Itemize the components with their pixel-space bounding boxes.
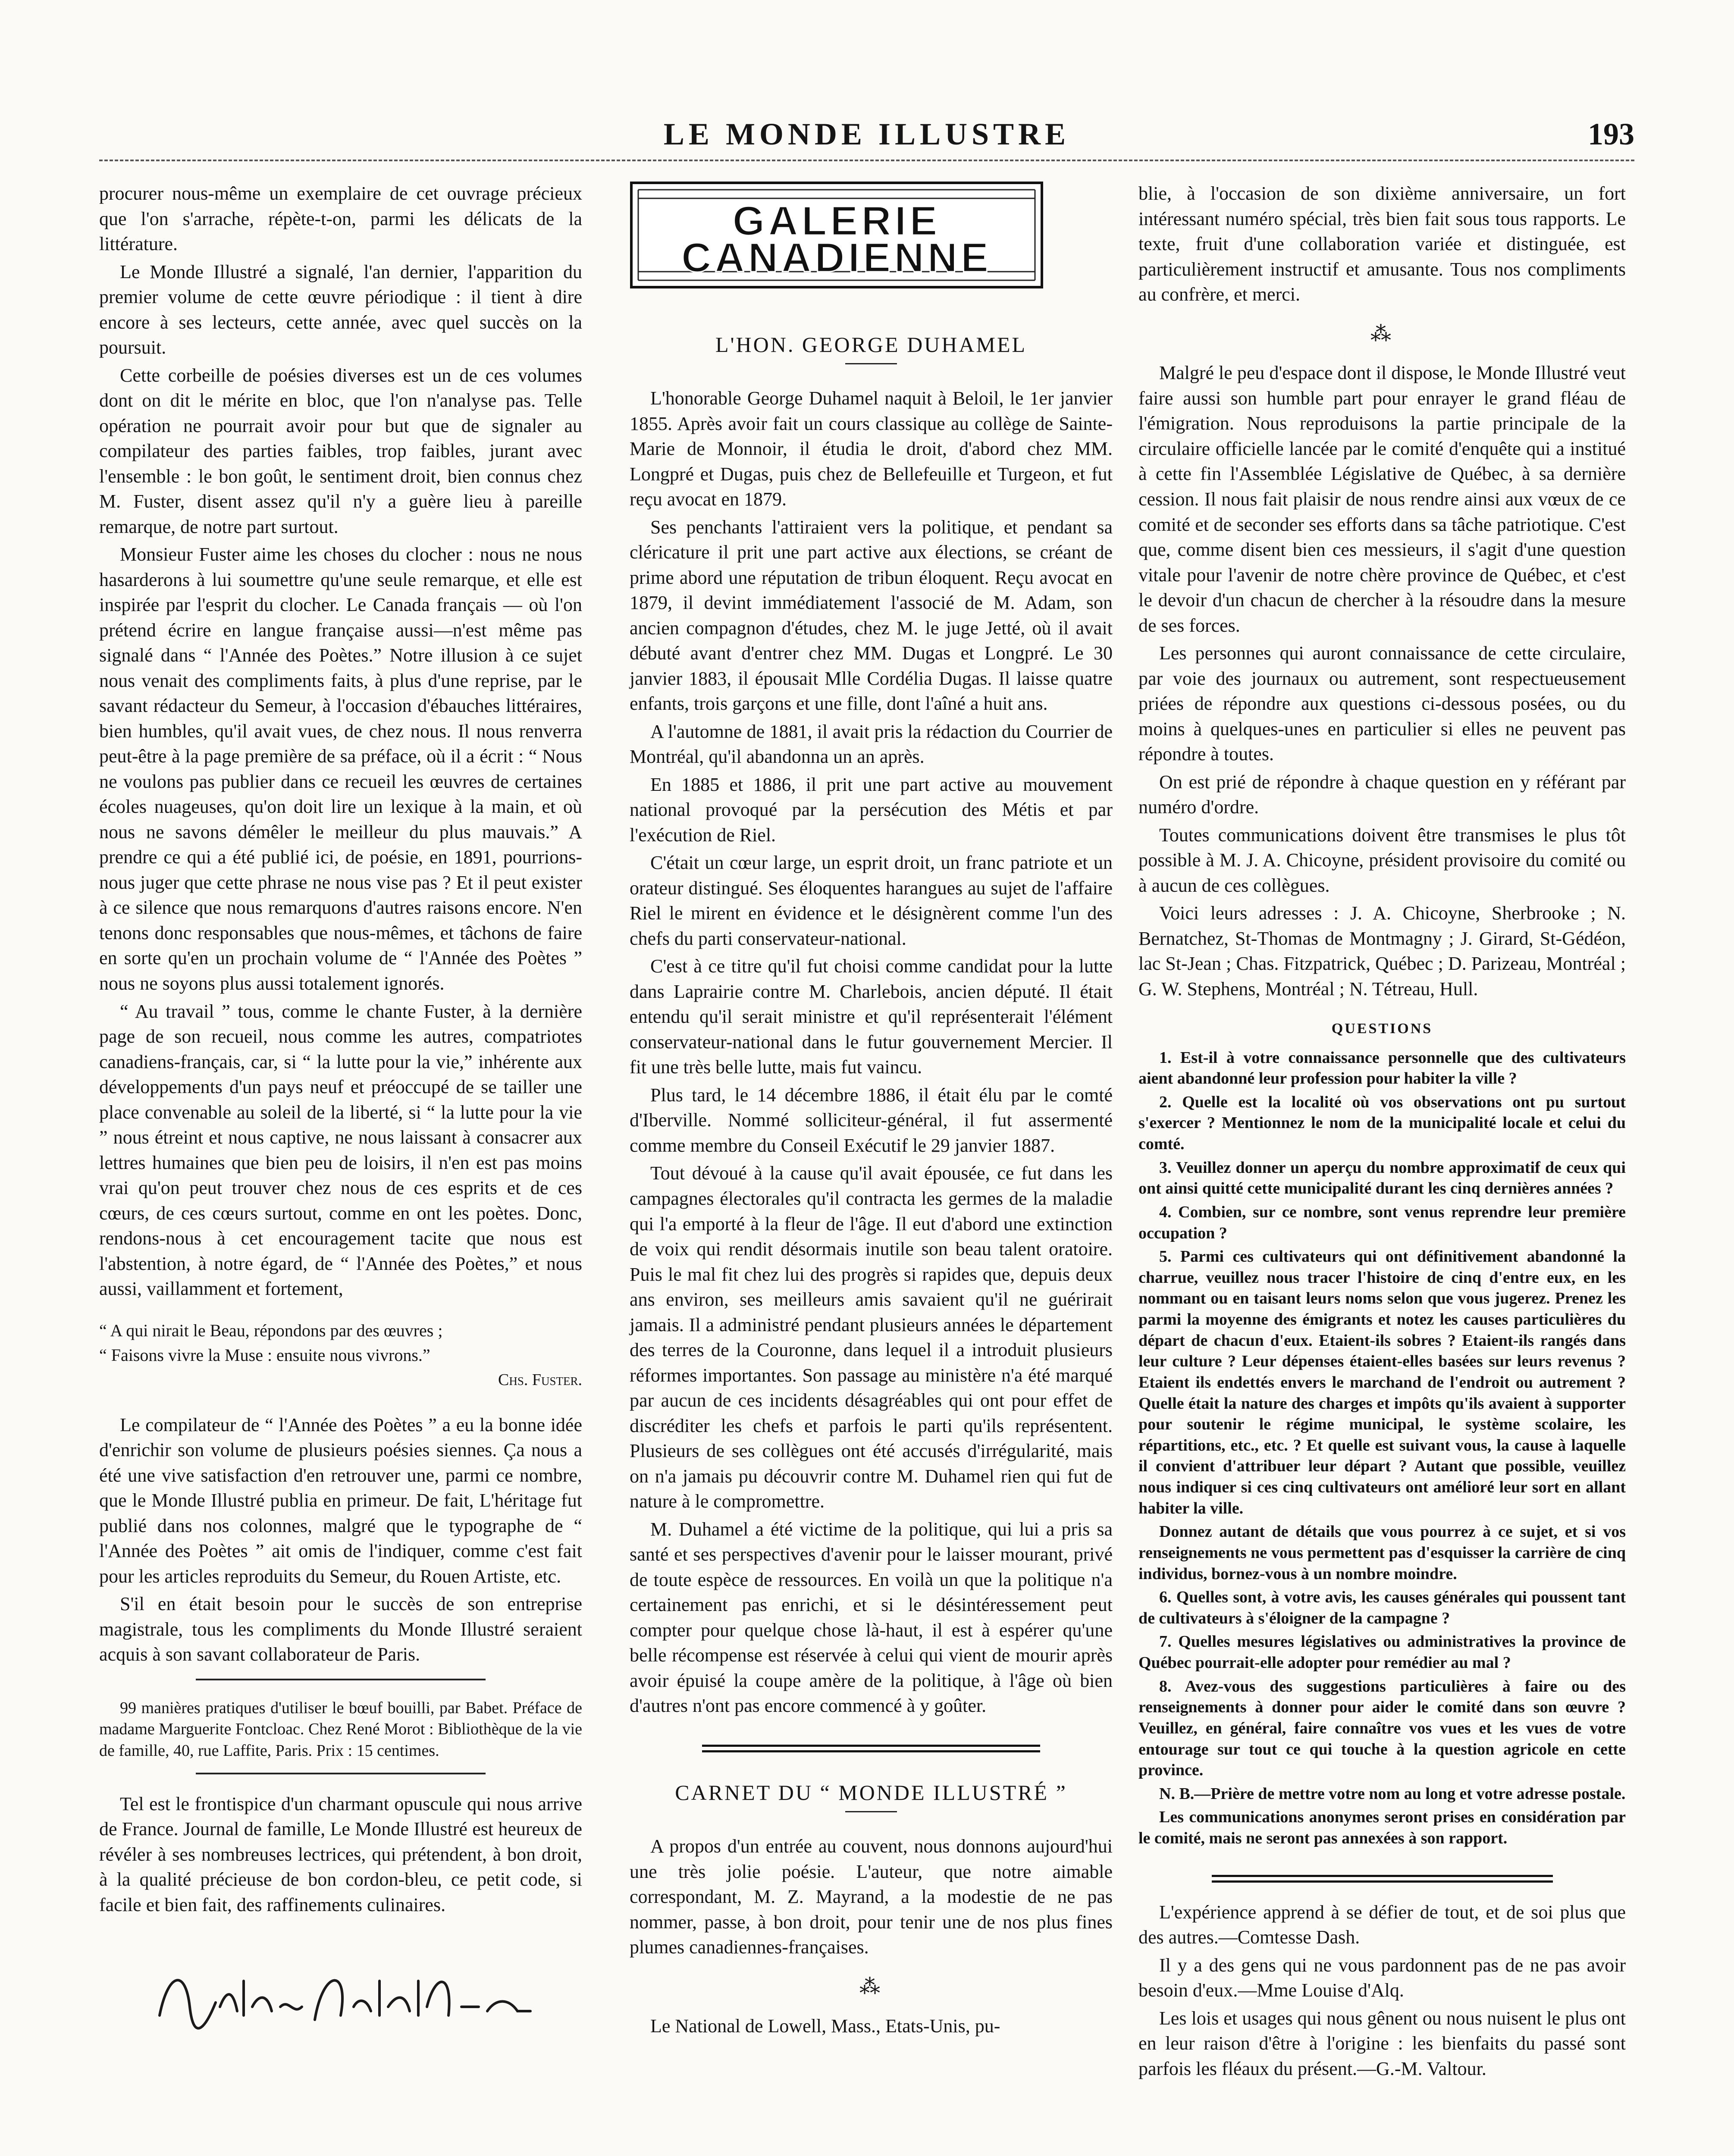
- book-note: 99 manières pratiques d'utiliser le bœuf bouilli, par Babet. Préface de madame Marguerite Fontcloac. Chez René Morot : Bibliothèque de la vie de famille, 40, rue Laffite, Paris. Prix : 15 centimes.: [99, 1698, 582, 1760]
- headline-rule: [845, 1811, 897, 1812]
- quotation: Les lois et usages qui nous gênent ou nous nuisent le plus ont en leur raison d'être à l'origine : les bienfaits du passé sont parfois les fléaux du présent.—G.-M. Valtour.: [1138, 2007, 1626, 2079]
- masthead-title: LE MONDE ILLUSTRE: [663, 117, 1070, 151]
- question-item: 5. Parmi ces cultivateurs qui ont définitivement abandonné la charrue, veuillez nous tracer l'histoire de cinq d'entre eux, en les nommant ou en taisant leurs noms selon que vous jugerez. Prenez les parmi la moyenne des émigrants et notez les causes particulières du départ de chacun d'eux. Etaient-ils sobres ? Etaient-ils rangés dans leur culture ? Leur dépenses étaient-elles basées sur leurs revenus ? Etaient ils endettés envers le marchand de l'endroit ou autrement ? Quelle était la nature des charges et impôts qu'ils avaient à supporter pour soutenir le régime municipal, le système scolaire, les répartitions, etc., etc. ? Et quelle est suivant vous, la cause à laquelle il convient d'attribuer leur départ ? Autant que possible, veuillez nous indiquer si ces cinq cultivateurs ont amélioré leur sort en allant habiter la ville.: [1138, 1247, 1626, 1517]
- asterism: ⁂: [1370, 322, 1394, 345]
- question-item: 3. Veuillez donner un aperçu du nombre approximatif de ceux qui ont ainsi quitté cette municipalité durant les cinq dernières années ?: [1138, 1158, 1626, 1198]
- carnet-title: CARNET DU “ MONDE ILLUSTRÉ ”: [675, 1780, 1067, 1805]
- column-3: [1138, 181, 1626, 2084]
- paragraph: Le Monde Illustré a signalé, l'an dernier, l'apparition du premier volume de cette œuvre périodique : il tient à dire encore à ses lecteurs, cette année, avec quel succès on la poursuit.: [99, 261, 582, 358]
- paragraph: Monsieur Fuster aime les choses du clocher : nous ne nous hasarderons à lui soumettre qu'une seule remarque, et elle est inspirée par l'esprit du clocher. Le Canada français — où l'on prétend écrire en langue française aussi—n'est même pas signalé dans “ l'Année des Poètes.” Notre illusion à ce sujet nous venait des compliments faits, à plus d'une reprise, par le savant rédacteur du Semeur, à l'occasion d'ébauches littéraires, bien humbles, qu'il avait vues, de chez nous. Il nous renverra peut-être à la page première de sa préface, où il a écrit : “ Nous ne voulons pas publier dans ce recueil les œuvres de certaines écoles nuageuses, qu'on doit lire un lexique à la main, et où nous ne savons démêler le meilleur du plus mauvais.” A prendre ce qui a été publié ici, de poésie, en 1891, pourrions-nous juger que cette phrase ne nous vise pas ? Et il peut exister à ce silence que nous remarquons d'autres raisons encore. N'en tenons donc responsables que nous-mêmes, et tâchons de faire en sorte qu'en un prochain volume de “ l'Année des Poètes ” nous ne soyons plus aussi totalement ignorés.: [99, 544, 582, 994]
- paragraph: procurer nous-même un exemplaire de cet ouvrage précieux que l'on s'arrache, répète-t-on, parmi les délicats de la littérature.: [99, 183, 582, 255]
- paragraph: “ Au travail ” tous, comme le chante Fuster, à la dernière page de son recueil, nous comme les autres, compatriotes canadiens-français, car, si “ la lutte pour la vie,” inhérente aux développements d'un pays neuf et préoccupé de se tailler une place convenable au soleil de la liberté, si “ la lutte pour la vie ” nous étreint et nous captive, ne nous laissant à consacrer aux lettres humaines que bien peu de loisirs, il n'en est pas moins vrai qu'on peut trouver chez nous de ces esprits et de ces cœurs, de ces cœurs surtout, comme en ont les poètes. Donc, rendons-nous à cet encouragement tacite que nous est l'abstention, à notre égard, de “ l'Année des Poètes,” et nous aussi, vaillamment et fortement,: [99, 1000, 582, 1300]
- asterism: ⁂: [859, 1975, 883, 1998]
- page-number: 193: [1588, 117, 1634, 151]
- question-note: N. B.—Prière de mettre votre nom au long et votre adresse postale.: [1159, 1784, 1626, 1803]
- paragraph: A propos d'un entrée au couvent, nous donnons aujourd'hui une très jolie poésie. L'auteur, que notre aimable correspondant, M. Z. Mayrand, a la modestie de ne pas nommer, passe, à bon droit, pour tenir une de nos plus fines plumes canadiennes-françaises.: [630, 1836, 1113, 1958]
- headline-rule: [845, 363, 897, 364]
- paragraph: M. Duhamel a été victime de la politique, qui lui a pris sa santé et ses perspectives d'avenir pour le laisser mourant, privé de toute espèce de ressources. En voilà un que la politique n'a certainement pas enrichi, et si le désintéressement peut compter pour quelque chose là-haut, il est à espérer qu'une belle récompense est réservée à celui qui vient de mourir après avoir épuisé la coupe amère de la politique, à l'âge où bien d'autres n'ont pas encore commencé à y goûter.: [630, 1518, 1113, 1717]
- paragraph: Tel est le frontispice d'un charmant opuscule qui nous arrive de France. Journal de famille, Le Monde Illustré est heureux de révéler à ses nombreuses lectrices, qui prétendent, à bon droit, à la qualité précieuse de bon cordon-bleu, ce petit code, si facile et bien fait, des raffinements culinaires.: [99, 1793, 582, 1915]
- poem-line: “ A qui nirait le Beau, répondons par des œuvres ;: [99, 1320, 443, 1340]
- header-rule: [99, 160, 1634, 161]
- signature-image: [151, 1955, 539, 2041]
- poem-signature: Chs. Fuster.: [498, 1371, 582, 1389]
- paragraph: blie, à l'occasion de son dixième anniversaire, un fort intéressant numéro spécial, très bien fait sous tous rapports. Le texte, fruit d'une collaboration variée et distinguée, est particulièrement instructif et amusante. Tous nos compliments au confrère, et merci.: [1138, 183, 1626, 305]
- paragraph: S'il en était besoin pour le succès de son entreprise magistrale, tous les compliments du Monde Illustré seraient acquis à son savant collaborateur de Paris.: [99, 1593, 582, 1665]
- paragraph: Toutes communications doivent être transmises le plus tôt possible à M. J. A. Chicoyne, président provisoire du comité ou à aucun de ces collègues.: [1138, 824, 1626, 896]
- paragraph: Le National de Lowell, Mass., Etats-Unis, pu-: [650, 2015, 1000, 2037]
- article-headline: L'HON. GEORGE DUHAMEL: [715, 332, 1027, 357]
- paragraph: On est prié de répondre à chaque question en y référant par numéro d'ordre.: [1138, 771, 1626, 818]
- question-item: 7. Quelles mesures législatives ou administratives la province de Québec pourrait-elle adopter pour remédier au mal ?: [1138, 1633, 1626, 1672]
- section-rule: [196, 1679, 486, 1680]
- poem-quote: [99, 1319, 582, 1366]
- section-rule-double: [1212, 1875, 1553, 1883]
- paragraph: A l'automne de 1881, il avait pris la rédaction du Courrier de Montréal, qu'il abandonna un an après.: [630, 721, 1113, 768]
- question-item: 6. Quelles sont, à votre avis, les causes générales qui poussent tant de cultivateurs à s'éloigner de la campagne ?: [1138, 1588, 1626, 1627]
- paragraph: Cette corbeille de poésies diverses est un de ces volumes dont on dit le mérite en bloc, que l'on n'analyse pas. Telle opération ne pourrait avoir pour but que de signaler au compilateur des parties faibles, trop faibles, jurant avec l'ensemble : le bon goût, le sentiment droit, bien connus chez M. Fuster, disent assez qu'il n'y a guère lieu à pareille remarque, de notre part surtout.: [99, 364, 582, 537]
- paragraph: Voici leurs adresses : J. A. Chicoyne, Sherbrooke ; N. Bernatchez, St-Thomas de Montmagny ; J. Girard, St-Gédéon, lac St-Jean ; Chas. Fitzpatrick, Québec ; D. Parizeau, Montréal ; G. W. Stephens, Montréal ; N. Tétreau, Hull.: [1138, 903, 1626, 1000]
- column-2: [630, 181, 1113, 2041]
- question-item: 1. Est-il à votre connaissance personnelle que des cultivateurs aient abandonné leur profession pour habiter la ville ?: [1138, 1048, 1626, 1088]
- paragraph: Plus tard, le 14 décembre 1886, il était élu par le comté d'Iberville. Nommé solliciteur-général, il fut assermenté comme membre du Conseil Exécutif le 29 janvier 1887.: [630, 1084, 1113, 1156]
- question-item: 4. Combien, sur ce nombre, sont venus reprendre leur première occupation ?: [1138, 1203, 1626, 1242]
- paragraph: En 1885 et 1886, il prit une part active au mouvement national provoqué par la persécution des Métis et par l'exécution de Riel.: [630, 774, 1113, 846]
- paragraph: L'honorable George Duhamel naquit à Beloil, le 1er janvier 1855. Après avoir fait un cours classique au collège de Sainte-Marie de Monnoir, il étudia le droit, d'abord chez MM. Longpré et Dugas, puis chez de Bellefeuille et Turgeon, et fut reçu avocat en 1879.: [630, 388, 1113, 510]
- question-note: Les communications anonymes seront prises en considération par le comité, mais ne seront pas annexées à son rapport.: [1138, 1808, 1626, 1848]
- section-rule-double: [702, 1745, 1040, 1752]
- paragraph: Le compilateur de “ l'Année des Poètes ” a eu la bonne idée d'enrichir son volume de plusieurs poésies siennes. Ça nous a été une vive satisfaction d'en retrouver une, parmi ce nombre, que le Monde Illustré publia en primeur. De fait, L'héritage fut publié dans nos colonnes, malgré que le typographe de “ l'Année des Poètes ” ait omis de l'indiquer, comme c'est fait pour les articles reproduits du Semeur, du Rouen Artiste, etc.: [99, 1414, 582, 1587]
- paragraph: Malgré le peu d'espace dont il dispose, le Monde Illustré veut faire aussi son humble part pour enrayer le grand fléau de l'émigration. Nous reproduisons la partie principale de la circulaire officielle lancée par le comité d'enquête qui a institué à cette fin l'Assemblée Législative de Québec, à sa dernière cession. Il nous fait plaisir de nous rendre ainsi aux vœux de ce comité et de seconder ses efforts dans sa tâche patriotique. C'est que, comme disent bien ces messieurs, il s'agit d'une question vitale pour l'avenir de notre chère province de Québec, et c'est le devoir d'un chacun de chercher à la résoudre dans la mesure de ses forces.: [1138, 362, 1626, 636]
- section-rule: [196, 1773, 486, 1774]
- quotation: Il y a des gens qui ne vous pardonnent pas de ne pas avoir besoin d'eux.—Mme Louise d'Alq.: [1138, 1954, 1626, 2001]
- column-1: [99, 181, 582, 2048]
- questions-heading: QUESTIONS: [1331, 1021, 1433, 1037]
- page-header: [99, 116, 1634, 164]
- paragraph: C'est à ce titre qu'il fut choisi comme candidat pour la lutte dans Laprairie contre M. Charlebois, ancien député. Il était entendu qu'il serait ministre et qu'il représenterait l'élément conservateur-national dans le futur gouvernement Mercier. Il fit une très belle lutte, mais fut vaincu.: [630, 956, 1113, 1078]
- question-item: 8. Avez-vous des suggestions particulières à faire ou des renseignements à donner pour aider le comité dans son œuvre ? Veuillez, en général, faire connaître vos vues et les vues de votre entourage sur tout ce qui touche à la question agricole en cette province.: [1138, 1677, 1626, 1780]
- question-item: Donnez autant de détails que vous pourrez à ce sujet, et si vos renseignements ne vous permettent pas d'esquisser la carrière de cinq individus, bornez-vous à un nombre moindre.: [1138, 1523, 1626, 1583]
- question-item: 2. Quelle est la localité où vos observations ont pu surtout s'exercer ? Mentionnez le nom de la municipalité locale et celui du comté.: [1138, 1093, 1626, 1153]
- galerie-line-2: CANADIENNE: [681, 235, 992, 281]
- paragraph: Les personnes qui auront connaissance de cette circulaire, par voie des journaux ou autrement, sont respectueusement priées de répondre aux questions ci-dessous posées, ou du moins à quelques-unes en particulier si elles ne peuvent pas répondre à toutes.: [1138, 642, 1626, 765]
- paragraph: Tout dévoué à la cause qu'il avait épousée, ce fut dans les campagnes électorales qu'il contracta les germes de la maladie qui l'a emporté à la fleur de l'âge. Il eut d'abord une extinction de voix qui rendit désormais inutile son beau talent oratoire. Puis le mal fit chez lui des progrès si rapides que, depuis deux ans environ, ses meilleurs amis savaient qu'il ne guérirait jamais. Il a administré pendant plusieurs années le département des terres de la Couronne, dans lequel il a introduit plusieurs réformes importantes. Son passage au ministère n'a été marqué par aucun de ces incidents désagréables qui ont pour effet de discréditer les chefs et parfois le parti qu'ils représentent. Plusieurs de ses collègues ont été accusés d'irrégularité, mais on n'a jamais pu découvrir contre M. Duhamel rien qui fut de nature à le compromettre.: [630, 1163, 1113, 1512]
- paragraph: C'était un cœur large, un esprit droit, un franc patriote et un orateur distingué. Ses éloquentes harangues au sujet de l'affaire Riel le mirent en évidence et le désignèrent comme l'un des chefs du parti conservateur-national.: [630, 852, 1113, 949]
- galerie-canadienne-banner: [630, 181, 1044, 289]
- quotation: L'expérience apprend à se défier de tout, et de soi plus que des autres.—Comtesse Dash.: [1138, 1901, 1626, 1948]
- poem-line: “ Faisons vivre la Muse : ensuite nous vivrons.”: [99, 1345, 430, 1365]
- galerie-line-1: GALERIE: [732, 198, 941, 244]
- paragraph: Ses penchants l'attiraient vers la politique, et pendant sa cléricature il prit une part active aux élections, se créant de prime abord une réputation de tribun éloquent. Reçu avocat en 1879, il devint immédiatement l'associé de M. Adam, son ancien compagnon d'études, chez M. le juge Jetté, où il avait débuté avant d'entrer chez MM. Dugas et Longpré. Le 30 janvier 1883, il épousait Mlle Cordélia Dugas. Il laisse quatre enfants, trois garçons et une fille, dont l'aîné a huit ans.: [630, 516, 1113, 714]
